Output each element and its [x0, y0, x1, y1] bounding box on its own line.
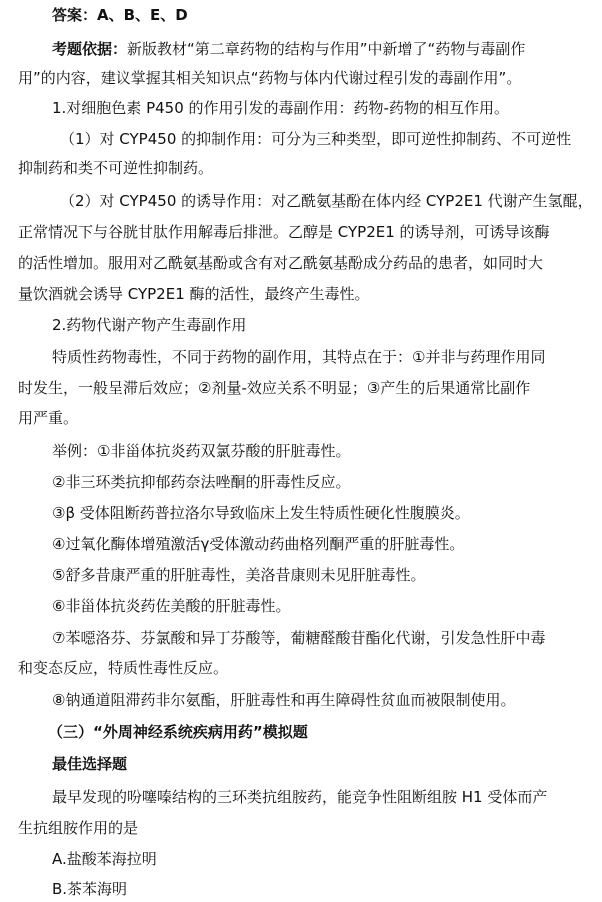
section-1-para-2-line-2: 正常情况下与谷胱甘肽作用解毒后排泄。乙醇是 CYP2E1 的诱导剂，可诱导该酶	[18, 223, 550, 241]
example-7-line-2: 和变态反应，特质性毒性反应。	[18, 659, 229, 677]
example-8: ⑧钠通道阻滞药非尔氨酯，肝脏毒性和再生障碍性贫血而被限制使用。	[52, 691, 516, 709]
section-2-para-line-3: 用严重。	[18, 409, 79, 427]
option-b: B.茶苯海明	[52, 880, 128, 898]
example-7-line-1: ⑦苯噁洛芬、芬氯酸和异丁芬酸等，葡糖醛酸苷酯化代谢，引发急性肝中毒	[52, 629, 546, 647]
answer-label: 答案：	[52, 6, 98, 24]
section-1-title: 1.对细胞色素 P450 的作用引发的毒副作用：药物-药物的相互作用。	[52, 99, 509, 117]
example-6: ⑥非甾体抗炎药佐美酸的肝脏毒性。	[52, 597, 291, 615]
question-line-2: 生抗组胺作用的是	[18, 819, 139, 837]
question-line-1: 最早发现的吩噻嗪结构的三环类抗组胺药，能竞争性阻断组胺 H1 受体而产	[52, 788, 548, 806]
example-4: ④过氧化酶体增殖激活γ受体激动药曲格列酮严重的肝脏毒性。	[52, 535, 465, 553]
section-1-para-1-line-2: 抑制药和类不可逆性抑制药。	[18, 159, 214, 177]
basis-label: 考题依据：	[52, 40, 128, 58]
section-1-para-2-line-3: 的活性增加。服用对乙酰氨基酚或含有对乙酰氨基酚成分药品的患者，如同时大	[18, 254, 544, 272]
section-2-title: 2.药物代谢产物产生毒副作用	[52, 316, 247, 334]
section-1-para-2-line-1: （2）对 CYP450 的诱导作用：对乙酰氨基酚在体内经 CYP2E1 代谢产生氢醌，	[60, 192, 593, 210]
basis-line-2: 用”的内容，建议掌握其相关知识点“药物与体内代谢过程引发的毒副作用”。	[18, 69, 522, 87]
example-5: ⑤舒多昔康严重的肝脏毒性，美洛昔康则未见肝脏毒性。	[52, 566, 426, 584]
option-a: A.盐酸苯海拉明	[52, 850, 157, 868]
section-1-para-2-line-4: 量饮酒就会诱导 CYP2E1 酶的活性，最终产生毒性。	[18, 285, 370, 303]
example-3: ③β 受体阻断药普拉洛尔导致临床上发生特质性硬化性腹膜炎。	[52, 504, 470, 522]
answer-value: A、B、E、D	[97, 6, 188, 24]
section-2-para-line-1: 特质性药物毒性，不同于药物的副作用，其特点在于：①并非与药理作用同	[52, 348, 546, 366]
basis-text-1: 新版教材“第二章药物的结构与作用”中新增了“药物与毒副作	[127, 40, 526, 58]
basis-line-1	[52, 39, 525, 59]
section-2-para-line-2: 时发生，一般呈滞后效应；②剂量-效应关系不明显；③产生的后果通常比副作	[18, 379, 531, 397]
example-2: ②非三环类抗抑郁药奈法唑酮的肝毒性反应。	[52, 473, 351, 491]
section-1-para-1-line-1: （1）对 CYP450 的抑制作用：可分为三种类型，即可逆性抑制药、不可逆性	[60, 130, 572, 148]
mock-subheading: 最佳选择题	[52, 755, 128, 773]
mock-heading: （三）“外周神经系统疾病用药”模拟题	[48, 723, 308, 741]
answer-line	[52, 5, 188, 25]
example-1: 举例：①非甾体抗炎药双氯芬酸的肝脏毒性。	[52, 442, 351, 460]
